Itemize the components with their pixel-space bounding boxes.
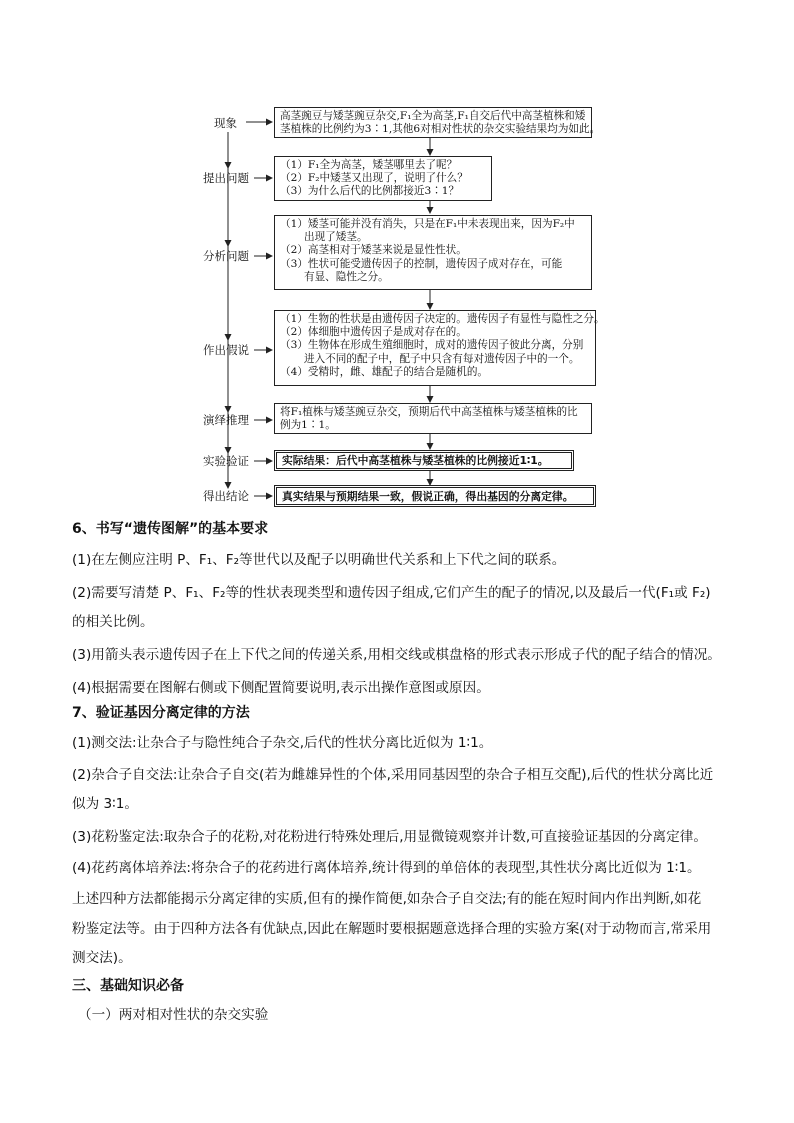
- question-line-1: （1）F₁全为高茎，矮茎哪里去了呢？: [280, 159, 458, 171]
- phenomenon-line-2: 茎植株的比例约为3∶1,其他6对相对性状的杂交实验结果均为如此。: [280, 123, 601, 136]
- question-line-3: （3）为什么后代的比例都接近3∶1？: [280, 185, 460, 198]
- section7-summary-line-3: 测交法)。: [72, 950, 132, 966]
- section3-title: 三、基础知识必备: [72, 978, 184, 994]
- conclusion-line-1: 真实结果与预期结果一致，假说正确，得出基因的分离定律。: [282, 490, 574, 503]
- step-label-deduction: 演绎推理: [203, 413, 249, 427]
- deduction-line-2: 例为1∶1。: [280, 419, 336, 432]
- section6-item-2-cont: 的相关比例。: [72, 614, 154, 630]
- hypothesis-line-4: 进入不同的配子中，配子中只含有每对遗传因子中的一个。: [304, 352, 580, 365]
- section6-title: 6、书写“遗传图解”的基本要求: [72, 521, 269, 537]
- analysis-line-4: （3）性状可能受遗传因子的控制，遗传因子成对存在，可能: [280, 257, 563, 270]
- section7-item-1: (1)测交法:让杂合子与隐性纯合子杂交,后代的性状分离比近似为 1∶1。: [72, 735, 493, 751]
- section7-item-3: (3)花粉鉴定法:取杂合子的花粉,对花粉进行特殊处理后,用显微镜观察并计数,可直接验证基因的分离定律。: [72, 829, 707, 845]
- hypothesis-deduction-flow-diagram: [0, 0, 794, 515]
- section7-summary-line-1: 上述四种方法都能揭示分离定律的实质,但有的操作简便,如杂合子自交法;有的能在短时间内作出判断,如花: [72, 891, 702, 907]
- question-box: [274, 156, 492, 201]
- deduction-box: [274, 403, 592, 434]
- section6-item-4: (4)根据需要在图解右侧或下侧配置简要说明,表示出操作意图或原因。: [72, 680, 490, 696]
- section7-item-4: (4)花药离体培养法:将杂合子的花药进行离体培养,统计得到的单倍体的表现型,其性状分离比近似为 1∶1。: [72, 860, 701, 876]
- analysis-line-1: （1）矮茎可能并没有消失，只是在F₁中未表现出来，因为F₂中: [280, 218, 575, 230]
- section6-item-3: (3)用箭头表示遗传因子在上下代之间的传递关系,用相交线或棋盘格的形式表示形成子代的配子结合的情况。: [72, 647, 721, 663]
- analysis-line-2: 出现了矮茎。: [304, 231, 368, 244]
- step-label-experiment: 实验验证: [203, 454, 249, 468]
- step-label-analyze: 分析问题: [203, 249, 249, 263]
- section6-item-2: (2)需要写清楚 P、F₁、F₂等的性状表现类型和遗传因子组成,它们产生的配子的情况,以及最后一代(F₁或 F₂): [72, 585, 711, 601]
- section7-title: 7、验证基因分离定律的方法: [72, 705, 250, 721]
- experiment-line-1: 实际结果：后代中高茎植株与矮茎植株的比例接近1∶1。: [282, 454, 549, 467]
- section6-item-1: (1)在左侧应注明 P、F₁、F₂等世代以及配子以明确世代关系和上下代之间的联系。: [72, 552, 566, 568]
- section7-summary-line-2: 粉鉴定法等。由于四种方法各有优缺点,因此在解题时要根据题意选择合理的实验方案(对于动物而言,常采用: [72, 921, 712, 937]
- hypothesis-line-1: （1）生物的性状是由遗传因子决定的。遗传因子有显性与隐性之分。: [280, 313, 605, 325]
- analysis-box: [274, 215, 592, 290]
- step-label-hypothesis: 作出假说: [203, 343, 249, 357]
- question-line-2: （2）F₂中矮茎又出现了，说明了什么？: [280, 172, 468, 185]
- hypothesis-line-2: （2）体细胞中遗传因子是成对存在的。: [280, 326, 467, 339]
- step-label-conclusion: 得出结论: [203, 489, 249, 503]
- section7-item-2-cont: 似为 3∶1。: [72, 796, 138, 812]
- analysis-line-3: （2）高茎相对于矮茎来说是显性性状。: [280, 244, 467, 257]
- section7-item-2: (2)杂合子自交法:让杂合子自交(若为雌雄异性的个体,采用同基因型的杂合子相互交配),后代的性状分离比近: [72, 767, 714, 783]
- hypothesis-line-3: （3）生物体在形成生殖细胞时，成对的遗传因子彼此分离，分别: [280, 339, 584, 352]
- phenomenon-line-1: 高茎豌豆与矮茎豌豆杂交,F₁全为高茎,F₁自交后代中高茎植株和矮: [280, 110, 586, 122]
- deduction-line-1: 将F₁植株与矮茎豌豆杂交，预期后代中高茎植株与矮茎植株的比: [280, 406, 578, 418]
- step-label-phenomenon: 现象: [214, 116, 237, 130]
- section3-subtitle: （一）两对相对性状的杂交实验: [78, 1007, 269, 1023]
- hypothesis-box: [274, 310, 605, 386]
- experiment-box: [274, 450, 574, 471]
- step-label-raise-question: 提出问题: [203, 171, 249, 185]
- analysis-line-5: 有显、隐性之分。: [304, 270, 389, 283]
- conclusion-box: [274, 485, 596, 507]
- phenomenon-box: [274, 107, 601, 138]
- hypothesis-line-5: （4）受精时，雌、雄配子的结合是随机的。: [280, 365, 489, 378]
